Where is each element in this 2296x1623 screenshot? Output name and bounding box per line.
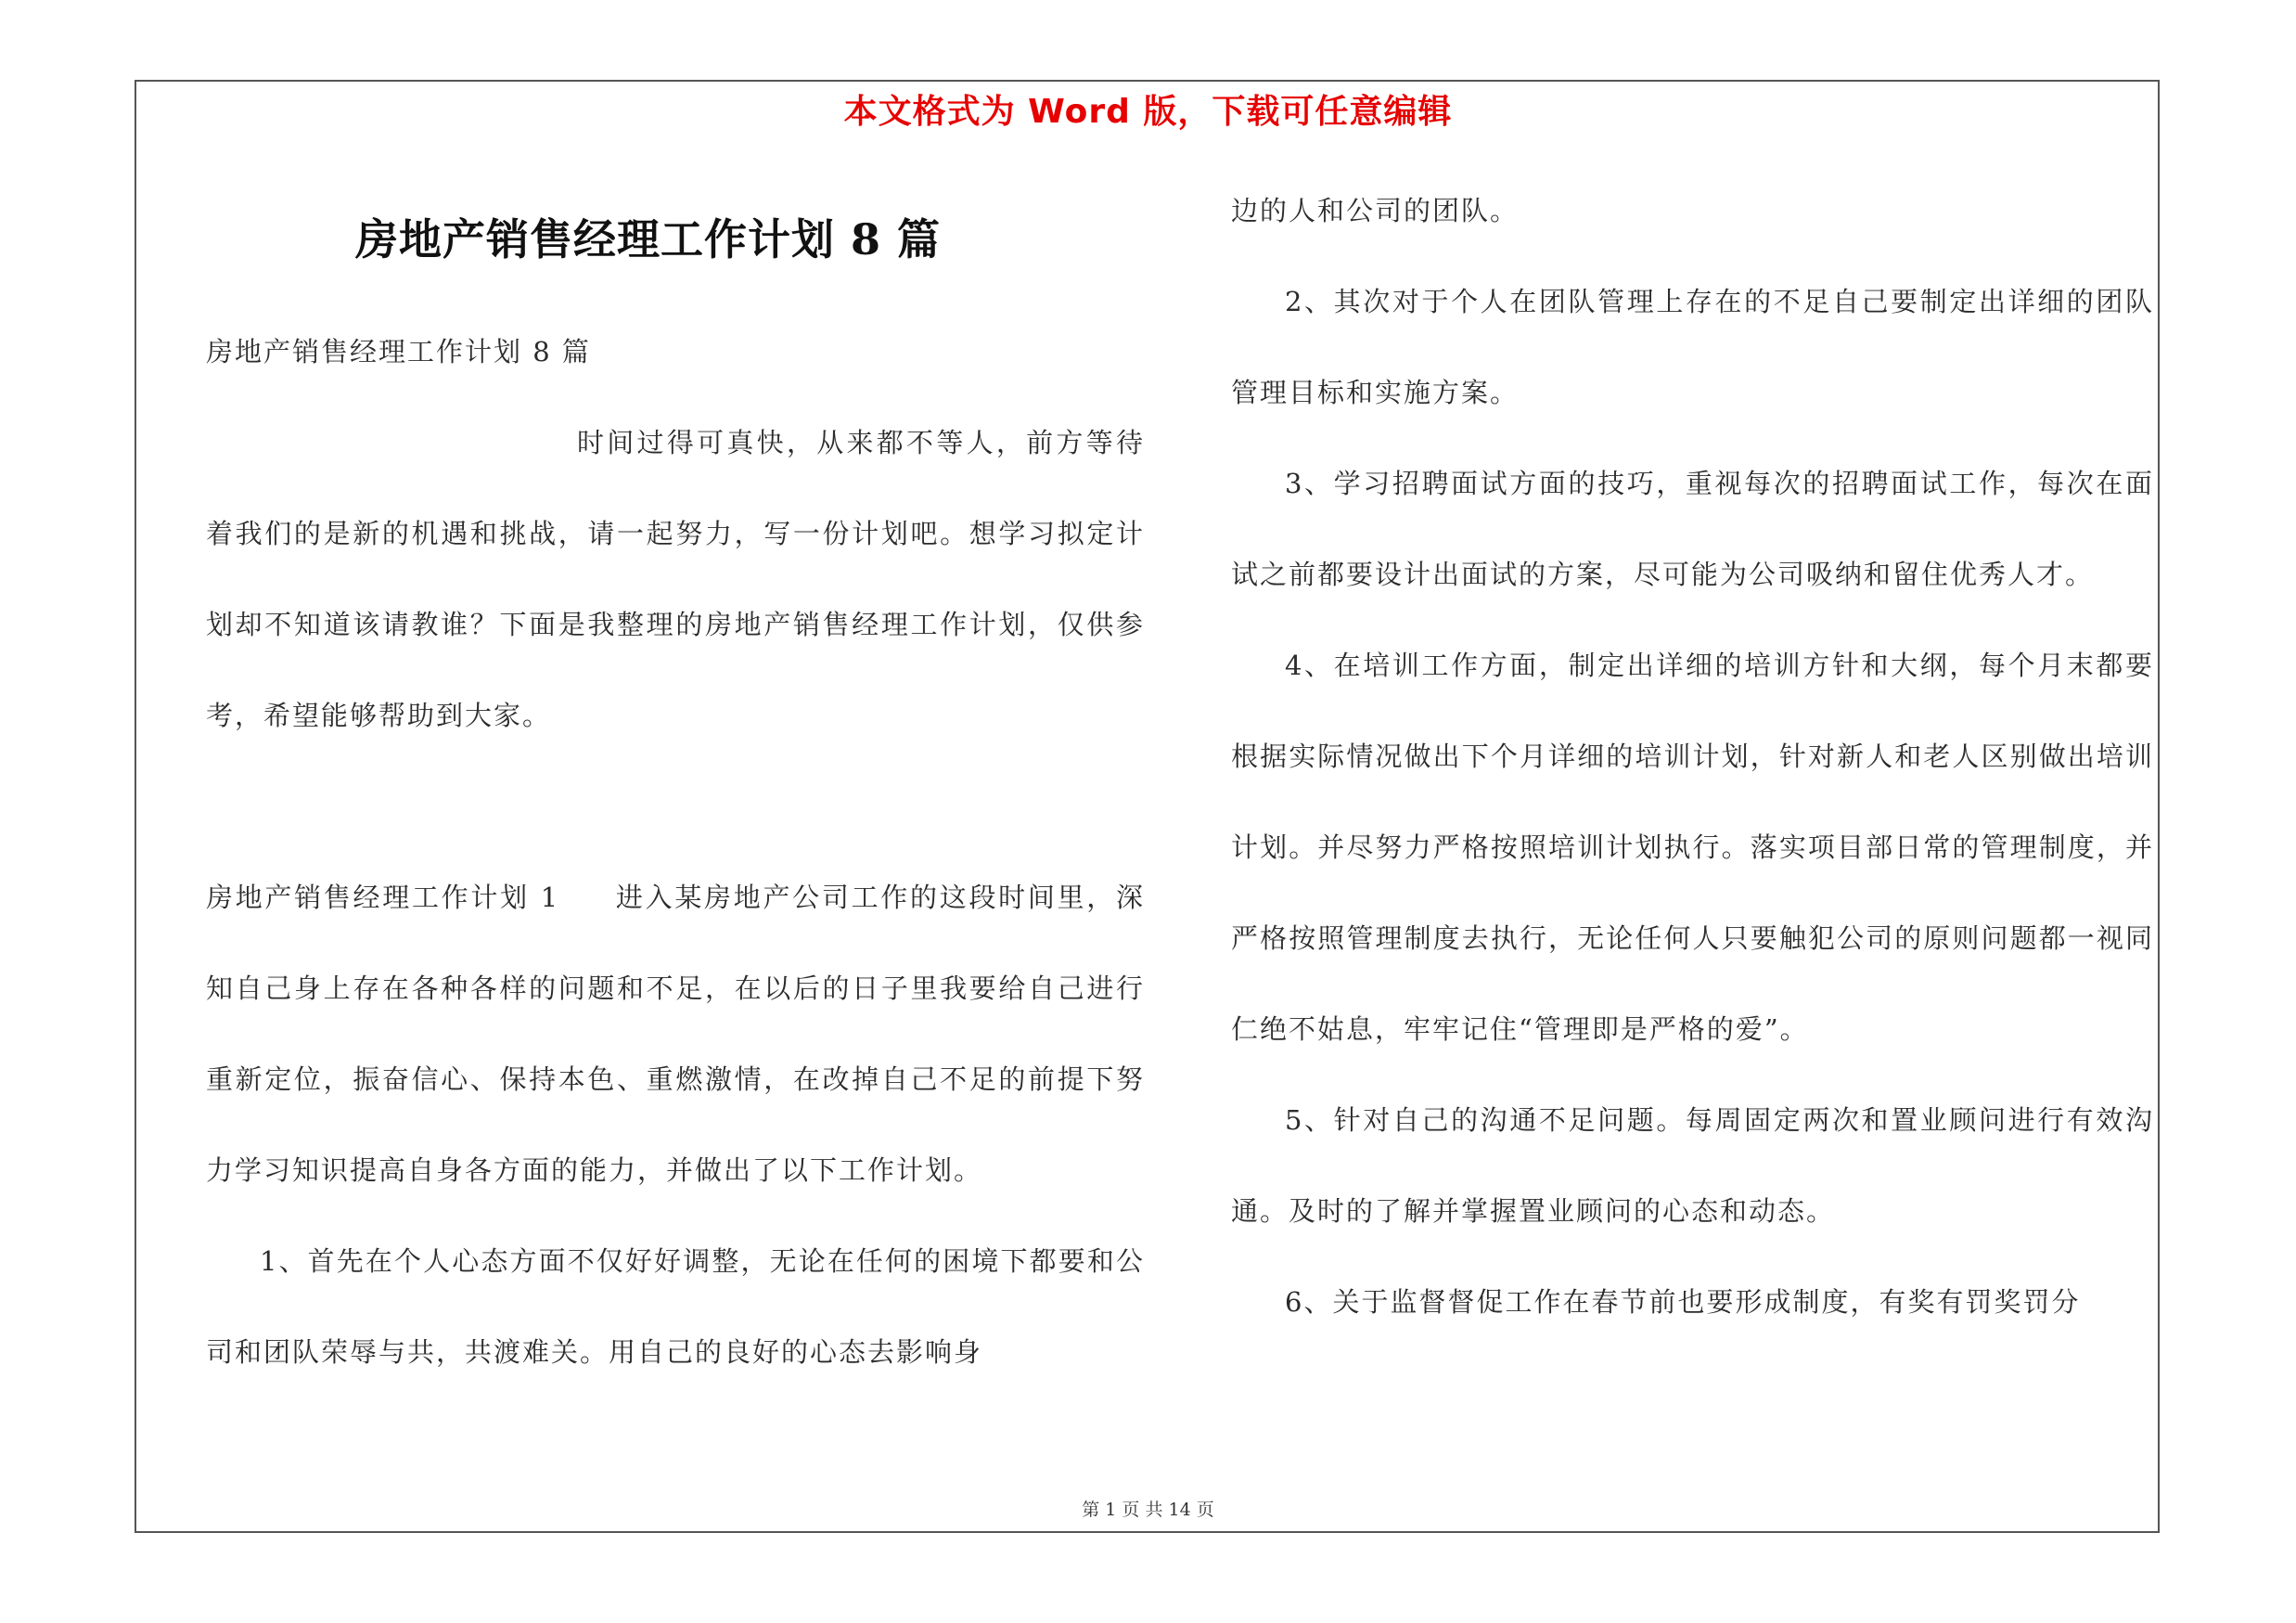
- plan-item-1-continued: 边的人和公司的团队。: [1231, 195, 1520, 226]
- section1-heading: 房地产销售经理工作计划 1: [206, 882, 560, 913]
- section1-text: 进入某房地产公司工作的这段时间里，深知自己身上存在各种各样的问题和不足，在以后的日子里我要给自己进行重新定位，振奋信心、保持本色、重燃激情，在改掉自己不足的前提下努力学习知识提高自身各方面的能力，并做出了以下工作计划。: [206, 882, 1145, 1186]
- plan-item-4: 4、在培训工作方面，制定出详细的培训方针和大纲，每个月末都要根据实际情况做出下个月详细的培训计划，针对新人和老人区别做出培训计划。并尽努力严格按照培训计划执行。落实项目部日常的管理制度，并严格按照管理制度去执行，无论任何人只要触犯公司的原则问题都一视同仁绝不姑息，牢牢记住“管理即是严格的爱”。: [1231, 650, 2154, 1045]
- left-column: [206, 306, 1145, 1398]
- format-banner: 本文格式为 Word 版，下载可任意编辑: [843, 93, 1453, 131]
- page-number-footer: 第 1 页 共 14 页: [1082, 1500, 1214, 1520]
- plan-item-6: 6、关于监督督促工作在春节前也要形成制度，有奖有罚奖罚分: [1285, 1286, 2081, 1318]
- document-title: 房地产销售经理工作计划 8 篇: [355, 214, 942, 264]
- plan-item-5: 5、针对自己的沟通不足问题。每周固定两次和置业顾问进行有效沟通。及时的了解并掌握置业顾问的心态和动态。: [1231, 1104, 2154, 1227]
- paragraph-gap: [206, 761, 1145, 852]
- plan-item-1: 1、首先在个人心态方面不仅好好调整，无论在任何的困境下都要和公司和团队荣辱与共，共渡难关。用自己的良好的心态去影响身: [206, 1245, 1145, 1368]
- plan-item-3: 3、学习招聘面试方面的技巧，重视每次的招聘面试工作，每次在面试之前都要设计出面试的方案，尽可能为公司吸纳和留住优秀人才。: [1231, 468, 2154, 590]
- plan-item-2: 2、其次对于个人在团队管理上存在的不足自己要制定出详细的团队管理目标和实施方案。: [1231, 286, 2154, 408]
- right-column: [1231, 165, 2154, 1347]
- intro-paragraph: 时间过得可真快，从来都不等人，前方等待着我们的是新的机遇和挑战，请一起努力，写一份计划吧。想学习拟定计划却不知道该请教谁？下面是我整理的房地产销售经理工作计划，仅供参考，希望能够帮助到大家。: [206, 427, 1145, 731]
- document-subtitle: 房地产销售经理工作计划 8 篇: [206, 336, 591, 367]
- section1-paragraph: [206, 852, 1145, 1216]
